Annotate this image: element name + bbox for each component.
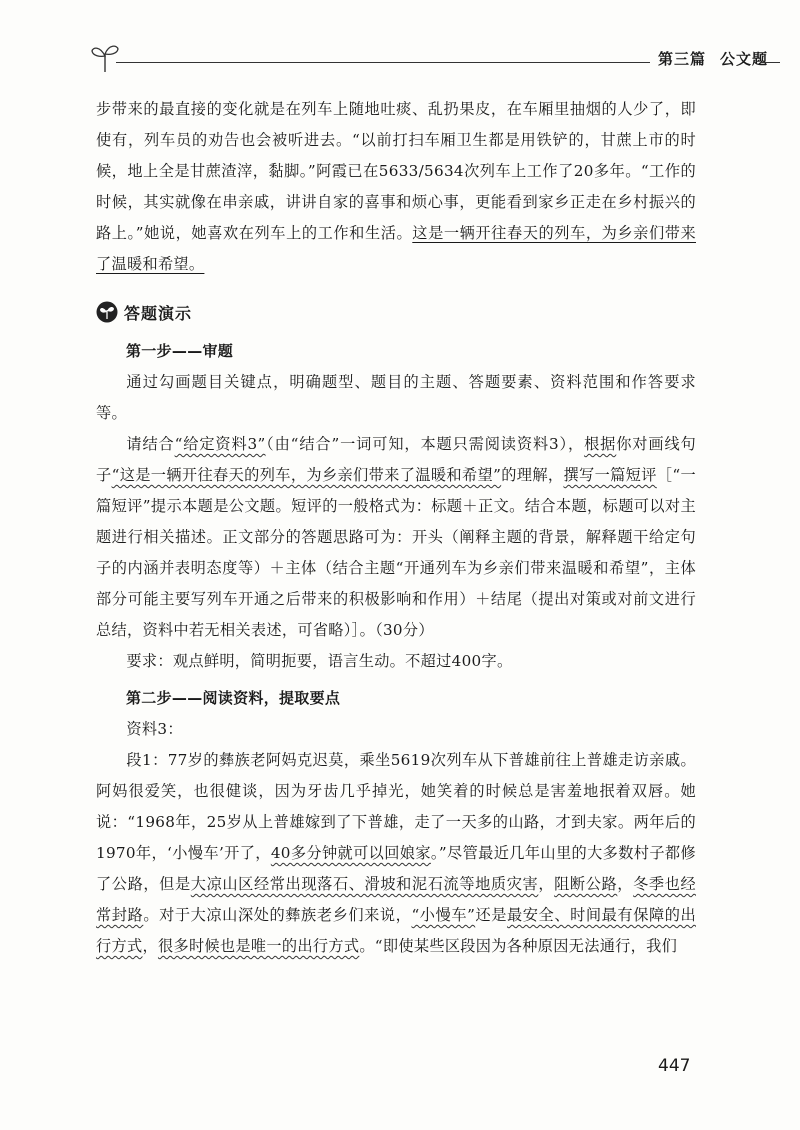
m-mark-2: 大凉山区经常出现落石、滑坡和泥石流等地质灾害 [190,875,539,893]
section-title: 答题演示 [124,303,193,323]
header-topic: 公文题 [720,50,769,68]
q-mark-2: 根据 [584,435,617,453]
m-text-7: ， [142,937,158,955]
running-header [90,40,780,80]
header-rule-right [760,62,780,63]
m-text-6: 还是 [475,906,508,924]
material-label: 资料3： [126,720,183,738]
q-text-5: ［“一篇短评”提示本题是公文题。短评的一般格式为：标题＋正文。结合本题，标题可以对主题进行相关描述。正文部分的答题思路可为：开头（阐释主题的背景，解释题干给定句子的内涵并表明态度等）＋主体（结合主题“开通列车为乡亲们带来温暖和希望”，主体部分可能主要写列车开通之后带来的积极影响和作用）＋结尾（提出对策或对前文进行总结，资料中若无相关表述，可省略）］。（30分） [96,466,696,639]
sprout-icon [90,40,120,74]
step1-intro: 通过勾画题目关键点，明确题型、题目的主题、答题要素、资料范围和作答要求等。 [96,373,696,422]
para1-text: 步带来的最直接的变化就是在列车上随地吐痰、乱扔果皮，在车厢里抽烟的人少了，即使有，列车员的劝告也会被听进去。“以前打扫车厢卫生都是用铁铲的，甘蔗上市的时候，地上全是甘蔗渣滓，黏脚。”阿霞已在5633/5634次列车上工作了20多年。“工作的时候，其实就像在串亲戚，讲讲自家的喜事和烦心事，更能看到家乡正走在乡村振兴的路上。”她说，她喜欢在列车上的工作和生活。 [96,100,696,242]
material-paragraph [96,745,696,962]
step2-title: 第二步——阅读资料，提取要点 [126,689,341,707]
q-text-1: 请结合 [126,435,175,453]
q-mark-1: “给定资料3” [174,435,266,453]
step1-title: 第一步——审题 [126,342,234,360]
m-mark-5: “小慢车” [411,906,476,924]
header-title [658,48,768,69]
header-rule-left [116,62,650,63]
m-mark-4: 冬季也经常封路 [96,875,696,924]
m-mark-3: 阻断公路 [554,875,618,893]
requirements: 要求：观点鲜明，简明扼要，语言生动。不超过400字。 [126,652,513,670]
m-text-5: 。对于大凉山深处的彝族老乡们来说， [143,906,412,924]
m-mark-6: 最安全、时间最有保障的出行方式 [96,906,696,955]
m-text-1: 段1：77岁的彝族老阿妈克迟莫，乘坐5619次列车从下普雄前往上普雄走访亲戚。阿妈很爱笑，也很健谈，因为牙齿几乎掉光，她笑着的时候总是害羞地抿着双唇。她说：“1968年，25岁从上普雄嫁到了下普雄，走了一天多的山路，才到夫家。两年后的1970年，‘小慢车’开了， [96,751,696,862]
q-text-4: 的理解， [501,466,564,484]
leaf-badge-icon [96,301,118,323]
q-text-3: 你对画线句子 [96,435,696,484]
underlined-sentence: 这是一辆开往春天的列车，为乡亲们带来了温暖和希望。 [96,224,696,273]
q-text-2: （由“结合”一词可知，本题只需阅读资料3）， [265,435,585,453]
q-mark-4: 撰写一篇短评 [563,466,657,484]
m-text-3: ， [538,875,555,893]
section-heading [96,296,696,328]
q-mark-3: “这是一辆开往春天的列车，为乡亲们带来了温暖和希望” [111,466,502,484]
question-analysis [96,429,696,646]
paragraph-continued [96,94,696,280]
header-part: 第三篇 [658,50,707,68]
m-text-4: ， [617,875,634,893]
m-text-8: 。“即使某些区段因为各种原因无法通行，我们 [359,937,678,955]
m-mark-1: 40多分钟就可以回娘家 [270,844,431,862]
page-number: 447 [658,1056,691,1076]
page-body [96,94,696,962]
m-mark-7: 很多时候也是唯一的出行方式 [157,937,360,955]
m-text-2: 。”尽管最近几年山里的大多数村子都修了公路，但是 [96,844,696,893]
